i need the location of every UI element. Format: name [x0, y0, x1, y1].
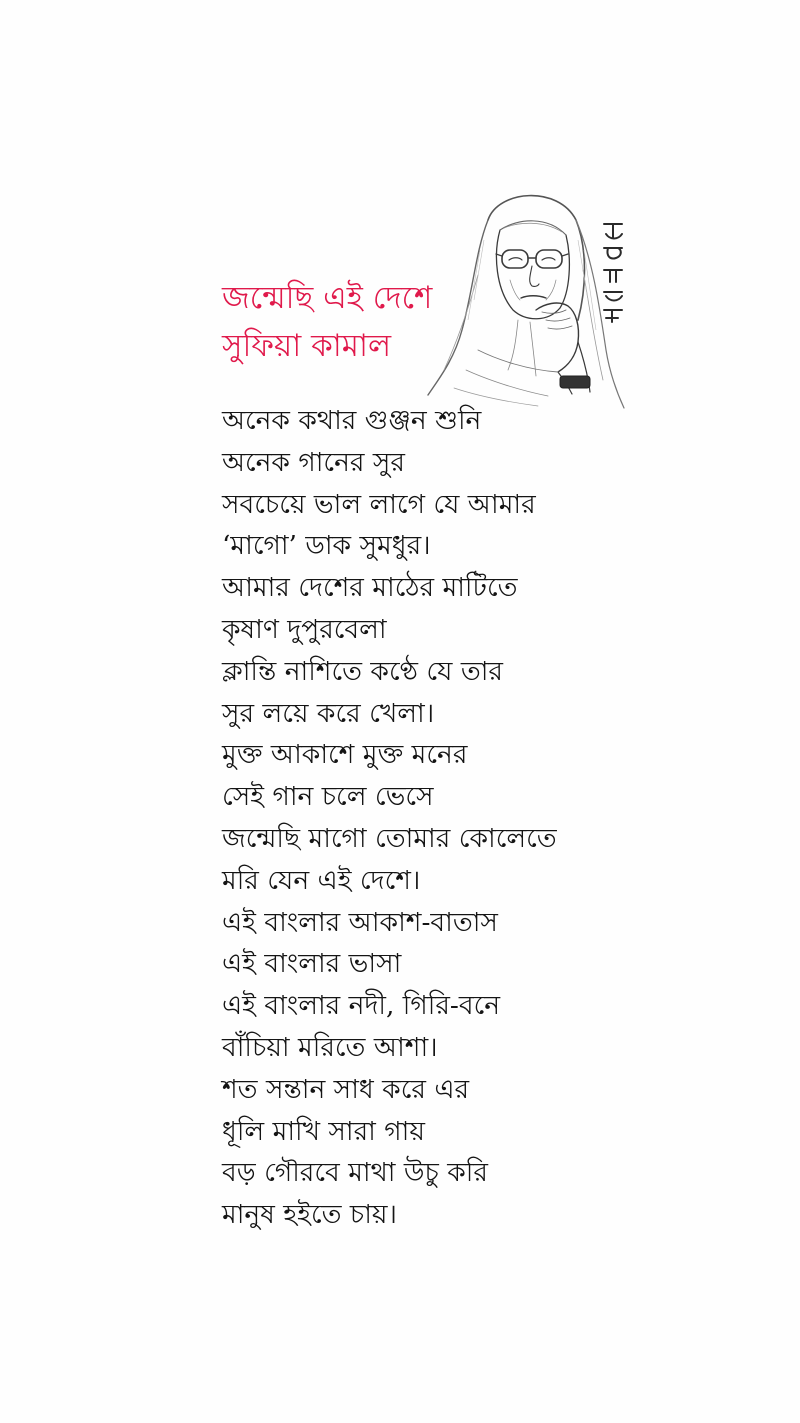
poem-body [222, 400, 742, 1236]
poem-line: জন্মেছি মাগো তোমার কোলেতে [222, 822, 557, 854]
poem-line: অনেক গানের সুর [222, 446, 405, 478]
poem-line: এই বাংলার আকাশ-বাতাস [222, 906, 498, 938]
poem-line: ধূলি মাখি সারা গায় [222, 1115, 425, 1147]
poem-line: মুক্ত আকাশে মুক্ত মনের [222, 739, 468, 771]
poem-line: সুর লয়ে করে খেলা। [222, 697, 435, 729]
poem-line: এই বাংলার নদী, গিরি-বনে [222, 990, 501, 1022]
poem-line: সবচেয়ে ভাল লাগে যে আমার [222, 488, 536, 520]
poem-title: জন্মেছি এই দেশে [222, 280, 433, 316]
poem-line: ক্লান্তি নাশিতে কণ্ঠে যে তার [222, 655, 503, 687]
poem-line: কৃষাণ দুপুরবেলা [222, 613, 387, 645]
signature-mark [596, 216, 630, 326]
poem-line: মরি যেন এই দেশে। [222, 864, 421, 896]
poem-line: ‘মাগো’ ডাক সুমধুর। [222, 530, 431, 562]
poem-line: অনেক কথার গুঞ্জন শুনি [222, 405, 482, 436]
poem-line: সেই গান চলে ভেসে [222, 781, 434, 813]
poem-line: এই বাংলার ভাসা [222, 948, 402, 980]
poem-author: সুফিয়া কামাল [222, 328, 392, 364]
poem-line: মানুষ হইতে চায়। [222, 1199, 397, 1231]
poem-line: বড় গৌরবে মাথা উচু করি [222, 1157, 488, 1189]
poem-line: বাঁচিয়া মরিতে আশা। [222, 1031, 438, 1063]
poem-line: শত সন্তান সাধ করে এর [222, 1073, 470, 1105]
poem-line: আমার দেশের মাঠের মাটিতে [222, 572, 518, 604]
